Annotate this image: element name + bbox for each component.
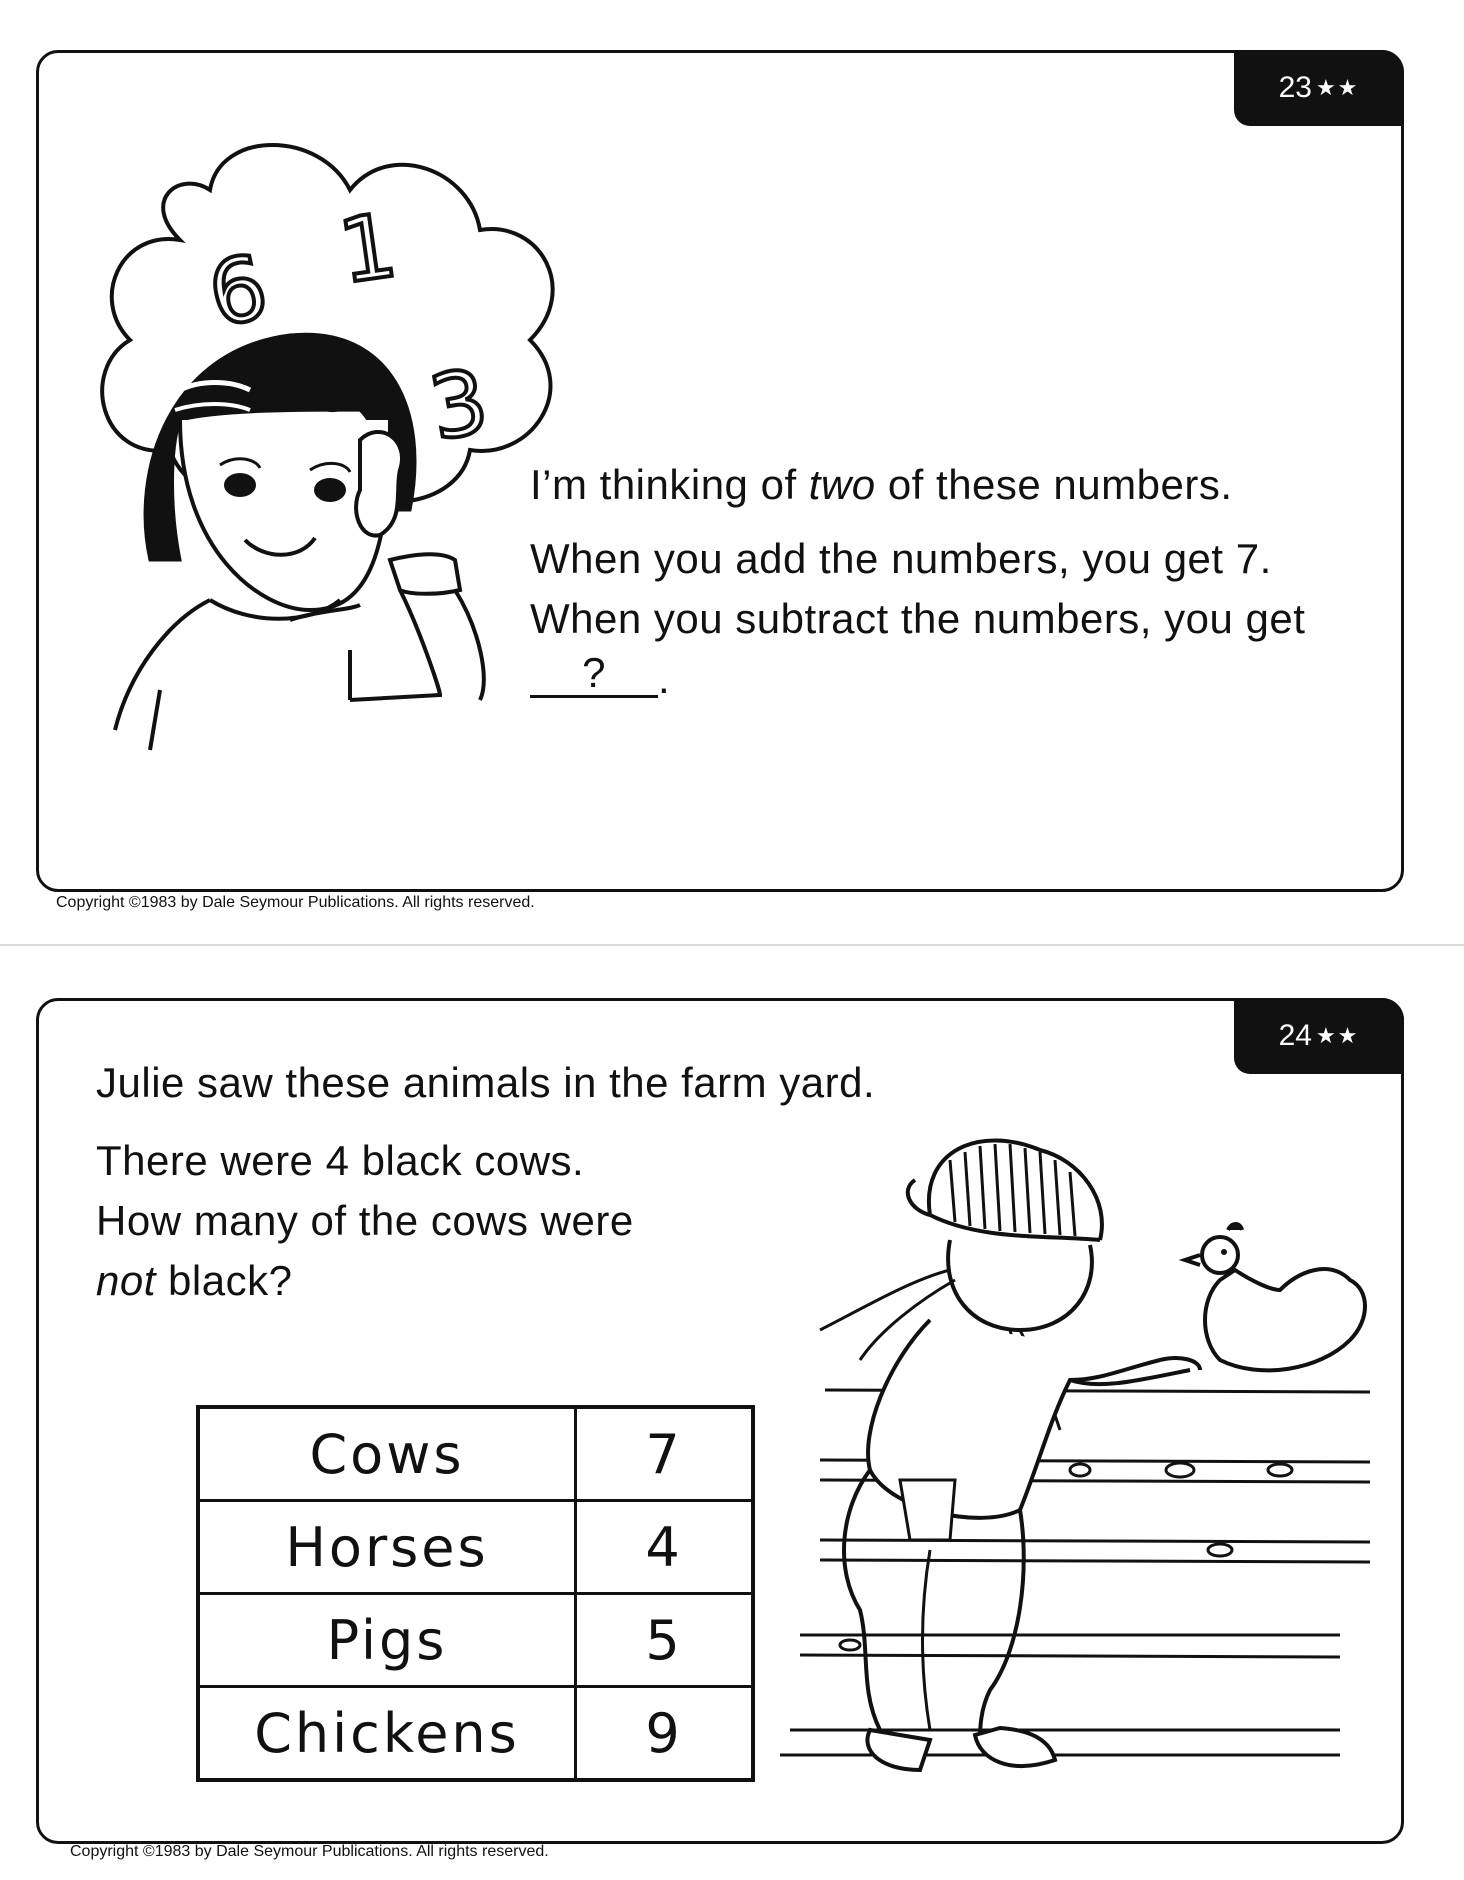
animal-count-table xyxy=(196,1405,755,1782)
text-run: of these numbers. xyxy=(875,461,1233,508)
animal-name: Horses xyxy=(198,1501,576,1594)
thought-digit-1: 1 xyxy=(332,193,403,304)
card-divider xyxy=(0,944,1464,946)
table-row xyxy=(198,1687,753,1781)
card-number-badge xyxy=(1234,50,1404,126)
thought-digit-3: 3 xyxy=(422,349,496,461)
difficulty-stars: ★★ xyxy=(1315,1023,1360,1048)
animal-name: Chickens xyxy=(198,1687,576,1781)
girl-hand xyxy=(356,432,402,536)
text-run: When you add the numbers, you get 7. When you subtract the numbers, you get xyxy=(530,535,1306,642)
animal-name: Pigs xyxy=(198,1594,576,1687)
copyright-notice-24: Copyright ©1983 by Dale Seymour Publications. All rights reserved. xyxy=(70,1843,549,1860)
card-number: 24 xyxy=(1278,1019,1312,1052)
animal-count: 5 xyxy=(576,1594,754,1687)
table-row xyxy=(198,1407,753,1501)
copyright-notice-23: Copyright ©1983 by Dale Seymour Publications. All rights reserved. xyxy=(56,894,535,911)
emphasis-two: two xyxy=(808,461,876,508)
card-number: 23 xyxy=(1278,71,1312,104)
question-heading: Julie saw these animals in the farm yard. xyxy=(96,1059,876,1106)
question-line-1: There were 4 black cows. xyxy=(96,1137,585,1184)
emphasis-not: not xyxy=(96,1257,156,1304)
farm-girl-illustration xyxy=(780,1130,1380,1790)
text-run: I’m thinking of xyxy=(530,461,809,508)
animal-name: Cows xyxy=(198,1407,576,1501)
answer-blank[interactable]: ? xyxy=(530,651,658,698)
text-run: black? xyxy=(155,1257,293,1304)
question-paragraph-2 xyxy=(530,529,1350,709)
girl-shirt xyxy=(115,600,360,750)
animal-count: 4 xyxy=(576,1501,754,1594)
chicken xyxy=(1185,1224,1365,1370)
table-row xyxy=(198,1501,753,1594)
thought-digit-6: 6 xyxy=(199,234,277,348)
question-text-23 xyxy=(530,455,1350,709)
text-run: . xyxy=(658,655,671,702)
animal-count: 9 xyxy=(576,1687,754,1781)
difficulty-stars: ★★ xyxy=(1315,75,1360,100)
girl-head xyxy=(948,1240,1092,1330)
table-row xyxy=(198,1594,753,1687)
question-line-2: How many of the cows were xyxy=(96,1197,634,1244)
question-line-1 xyxy=(530,455,1350,515)
animal-count: 7 xyxy=(576,1407,754,1501)
card-number-badge xyxy=(1234,998,1404,1074)
girl-thinking-illustration xyxy=(60,90,580,750)
